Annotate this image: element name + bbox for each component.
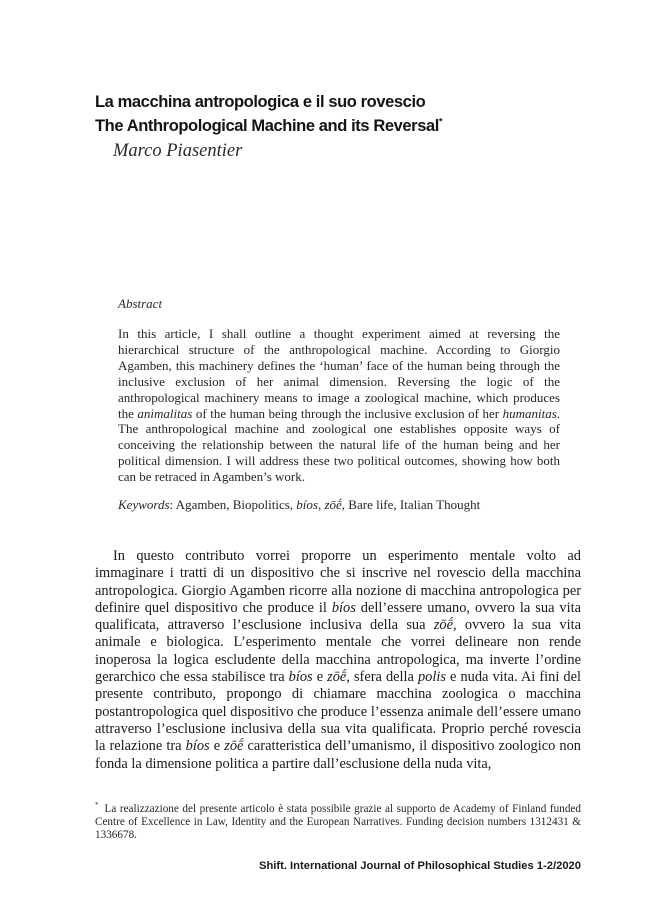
title-footnote-mark[interactable]: * [438, 116, 443, 127]
keyword-bios: bíos [296, 497, 318, 512]
body-italic-term: zōḗ, [433, 617, 457, 634]
keywords-text: : Agamben, Biopolitics, [169, 497, 297, 512]
title-english-text: The Anthropological Machine and its Reversal [95, 117, 439, 135]
abstract-italic-term: animalitas [137, 405, 193, 421]
body-italic-term: bíos [331, 599, 356, 616]
title-english [95, 117, 442, 136]
author-name: Marco Piasentier [113, 141, 243, 161]
body-segment: e nuda vita. Ai fini del presente contributo, propongo di chiamare macchina zoologica o macchina postantropologica quel dispositivo che produce l’essenza animale dell’essere umano attraverso l’esclusione inclusiva della sua vita qualificata. Proprio perché rovescia la relazione tra [95, 669, 581, 755]
body-segment: ovvero la sua vita animale e biologica. L’esperimento mentale che vorrei delineare non rende inoperosa la logica escludente della macchina antropologica, ma inverte l’ordine gerarchico che essa stabilisce tra [95, 617, 582, 686]
keywords-label: Keywords [118, 497, 170, 512]
body-italic-term: bíos [288, 669, 313, 686]
body-segment: In questo contributo vorrei proporre un esperimento mentale volto ad immaginare i tratti di un dispositivo che si inscrive nel rovescio della macchina antropologica. Giorgio Agamben ricorre alla nozione di macchina antropologica per definire quel dispositivo che produce il [95, 548, 581, 616]
body-italic-term: zōḗ [224, 738, 244, 755]
body-italic-term: polis [417, 669, 446, 686]
keywords-text: , Bare life, Italian Thought [341, 497, 481, 512]
abstract-segment: In this article, I shall outline a thought experiment aimed at reversing the hierarchical structure of the anthropological machine. According to Giorgio Agamben, this machinery defines the ‘human’ face of the human being through the inclusive exclusion of her animal dimension. Reversing the logic of the anthropological machinery means to image a zoological machine, which produces the [118, 326, 560, 421]
abstract-segment: . The anthropological machine and zoological one establishes opposite ways of conceiving the relationship between the natural life of the human being and her political dimension. I will address these two political outcomes, showing how both can be retraced in Agamben’s work. [118, 405, 561, 485]
body-segment: caratteristica dell’umanismo, il dispositivo zoologico non fonda la dimensione politica a partire dall’esclusione della nuda vita, [95, 738, 581, 772]
footnote-text: La realizzazione del presente articolo è stata possibile grazie al supporto de Academy of Finland funded Centre of Excellence in Law, Identity and the European Narratives. Funding decision numbers 1312431 & 1336678. [95, 803, 581, 841]
body-segment: e [312, 669, 328, 686]
abstract-italic-term: humanitas [502, 405, 557, 421]
body-segment: dell’essere umano, ovvero la sua vita qualificata, attraverso l’esclusione inclusiva della sua [95, 599, 582, 634]
abstract-text [118, 326, 560, 485]
footnote [95, 803, 581, 842]
keyword-zoe: zōḗ [324, 497, 342, 512]
title-italian: La macchina antropologica e il suo rovescio [95, 93, 426, 111]
body-paragraph [95, 548, 581, 773]
abstract-segment: of the human being through the inclusive exclusion of her [192, 405, 503, 421]
keywords [118, 497, 560, 513]
keywords-separator: , [317, 497, 325, 512]
body-segment: e [209, 738, 225, 755]
body-italic-term: zōḗ [327, 669, 347, 686]
body-segment: , sfera della [346, 669, 418, 686]
journal-footer: Shift. International Journal of Philosophical Studies 1-2/2020 [258, 860, 581, 872]
body-italic-term: bíos [185, 738, 210, 755]
footnote-mark: * [95, 801, 99, 810]
abstract-heading: Abstract [118, 296, 163, 311]
